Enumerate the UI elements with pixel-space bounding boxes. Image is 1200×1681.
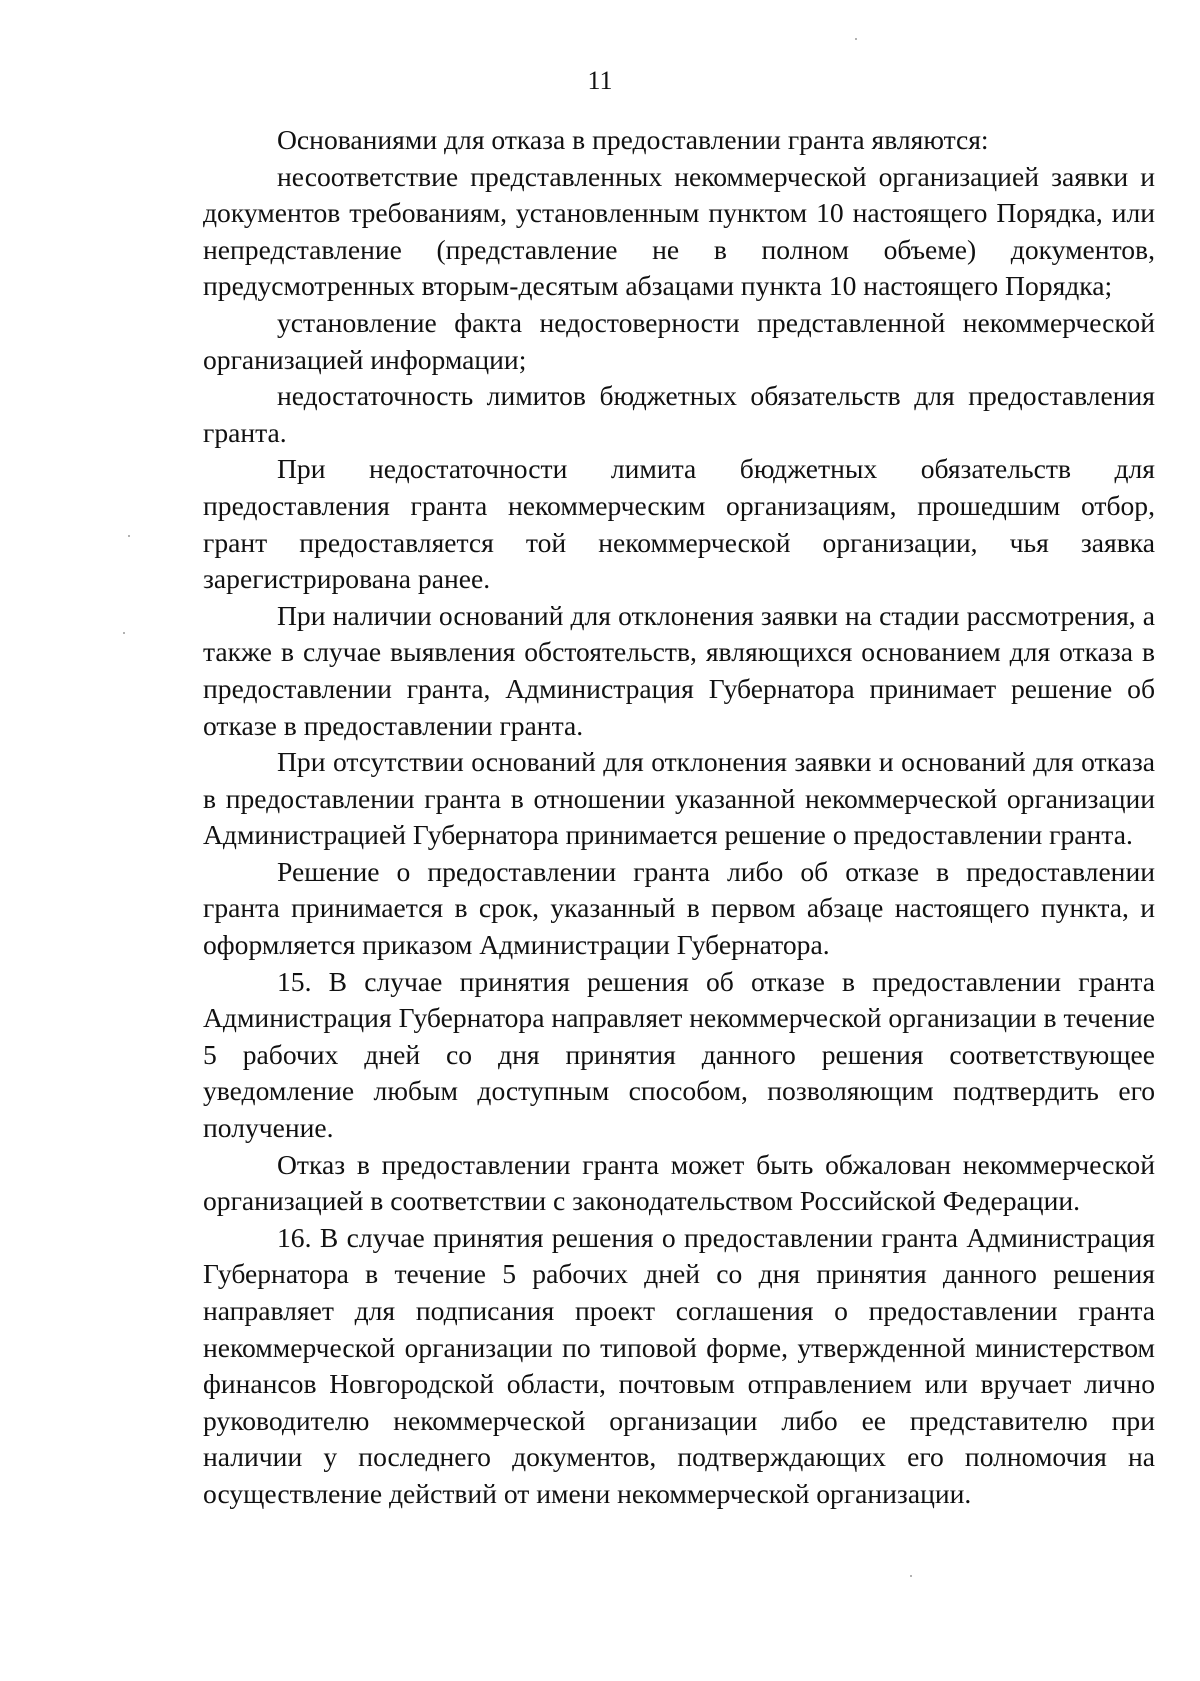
scan-speck — [910, 1575, 912, 1577]
scan-speck — [123, 632, 125, 634]
paragraph-ground-unreliability: установление факта недостоверности представленной некоммерческой организацией информации; — [203, 306, 1155, 375]
paragraph-item-15: 15. В случае принятия решения об отказе в предоставлении гранта Администрация Губернатора направляет некоммерческой организации в течение 5 рабочих дней со дня принятия данного решения соответствующее уведомление любым доступным способом, позволяющим подтвердить его получение. — [203, 965, 1155, 1144]
paragraph-ground-nonconformity: несоответствие представленных некоммерческой организацией заявки и документов требованиям, установленным пунктом 10 настоящего Порядка, или непредставление (представление не в полном объеме) документов, предусмотренных вторым-десятым абзацами пункта 10 настоящего Порядка; — [203, 160, 1155, 302]
paragraph-appeal: Отказ в предоставлении гранта может быть обжалован некоммерческой организацией в соответствии с законодательством Российской Федерации. — [203, 1148, 1155, 1217]
paragraph-refusal-decision: При наличии оснований для отклонения заявки на стадии рассмотрения, а также в случае выявления обстоятельств, являющихся основанием для отказа в предоставлении гранта, Администрация Губернатора принимает решение об отказе в предоставлении гранта. — [203, 599, 1155, 741]
paragraph-grant-decision: При отсутствии оснований для отклонения заявки и оснований для отказа в предоставлении гранта в отношении указанной некоммерческой организации Администрацией Губернатора принимается решение о предоставлении гранта. — [203, 746, 1155, 851]
paragraph-ground-insufficient-limits: недостаточность лимитов бюджетных обязательств для предоставления гранта. — [203, 380, 1155, 448]
paragraph-decision-term: Решение о предоставлении гранта либо об отказе в предоставлении гранта принимается в срок, указанный в первом абзаце настоящего пункта, и оформляется приказом Администрации Губернатора. — [203, 855, 1155, 961]
paragraph-grounds-intro: Основаниями для отказа в предоставлении гранта являются: — [277, 124, 989, 155]
page-number: 11 — [587, 66, 613, 95]
scan-speck — [855, 38, 857, 40]
document-body — [203, 122, 1155, 1513]
paragraph-item-16: 16. В случае принятия решения о предоставлении гранта Администрация Губернатора в течение 5 рабочих дней со дня принятия данного решения направляет для подписания проект соглашения о предоставлении гранта некоммерческой организации по типовой форме, утвержденной министерством финансов Новгородской области, почтовым отправлением или вручает лично руководителю некоммерческой организации либо ее представителю при наличии у последнего документов, подтверждающих его полномочия на осуществление действий от имени некоммерческой организации. — [203, 1221, 1155, 1509]
paragraph-limit-priority: При недостаточности лимита бюджетных обязательств для предоставления гранта некоммерческим организациям, прошедшим отбор, грант предоставляется той некоммерческой организации, чья заявка зарегистрирована ранее. — [203, 453, 1155, 595]
scan-speck — [128, 535, 130, 537]
